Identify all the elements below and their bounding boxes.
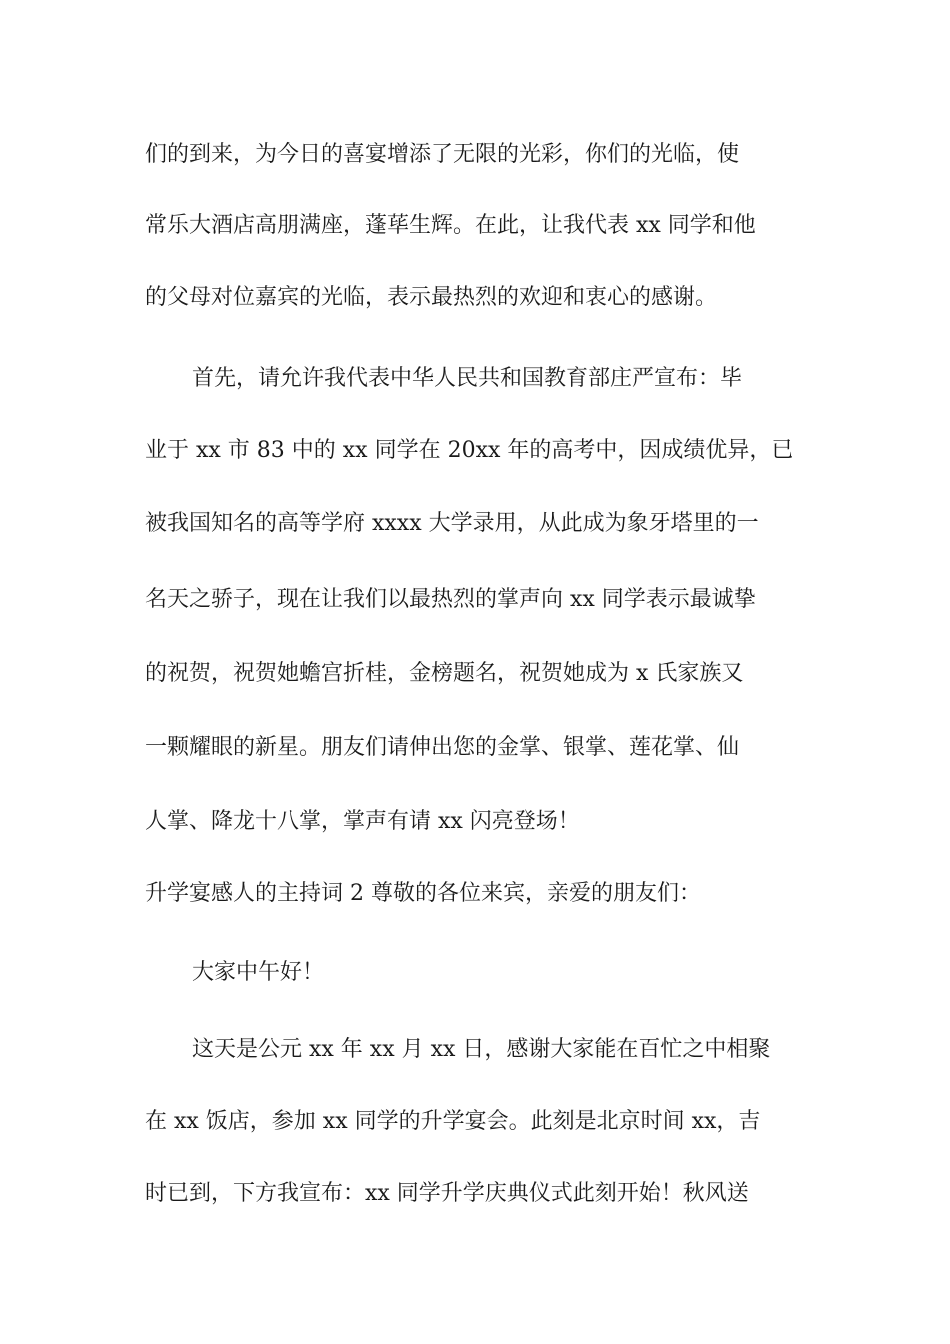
paragraph-start-line: 首先，请允许我代表中华人民共和国教育部庄严宣布：毕 bbox=[192, 366, 743, 391]
text-line: 人掌、降龙十八掌，掌声有请 xx 闪亮登场！ bbox=[145, 809, 580, 834]
section-heading-line: 升学宴感人的主持词 2 尊敬的各位来宾，亲爱的朋友们： bbox=[145, 881, 701, 906]
text-line: 一颗耀眼的新星。朋友们请伸出您的金掌、银掌、莲花掌、仙 bbox=[145, 735, 740, 760]
greeting-line: 大家中午好！ bbox=[192, 960, 325, 985]
text-line: 的祝贺，祝贺她蟾宫折桂，金榜题名，祝贺她成为 x 氏家族又 bbox=[145, 661, 744, 686]
text-line: 被我国知名的高等学府 xxxx 大学录用，从此成为象牙塔里的一 bbox=[145, 511, 759, 536]
text-line: 业于 xx 市 83 中的 xx 同学在 20xx 年的高考中，因成绩优异，已 bbox=[145, 438, 794, 463]
text-line: 的父母对位嘉宾的光临，表示最热烈的欢迎和衷心的感谢。 bbox=[145, 285, 718, 310]
text-line: 在 xx 饭店，参加 xx 同学的升学宴会。此刻是北京时间 xx，吉 bbox=[145, 1109, 761, 1134]
paragraph-start-line: 这天是公元 xx 年 xx 月 xx 日，感谢大家能在百忙之中相聚 bbox=[192, 1037, 771, 1062]
text-line: 时已到，下方我宣布：xx 同学升学庆典仪式此刻开始！秋风送 bbox=[145, 1181, 749, 1206]
text-line: 常乐大酒店高朋满座，蓬荜生辉。在此，让我代表 xx 同学和他 bbox=[145, 213, 756, 238]
text-line: 们的到来，为今日的喜宴增添了无限的光彩，你们的光临，使 bbox=[145, 142, 740, 167]
text-line: 名天之骄子，现在让我们以最热烈的掌声向 xx 同学表示最诚挚 bbox=[145, 587, 756, 612]
